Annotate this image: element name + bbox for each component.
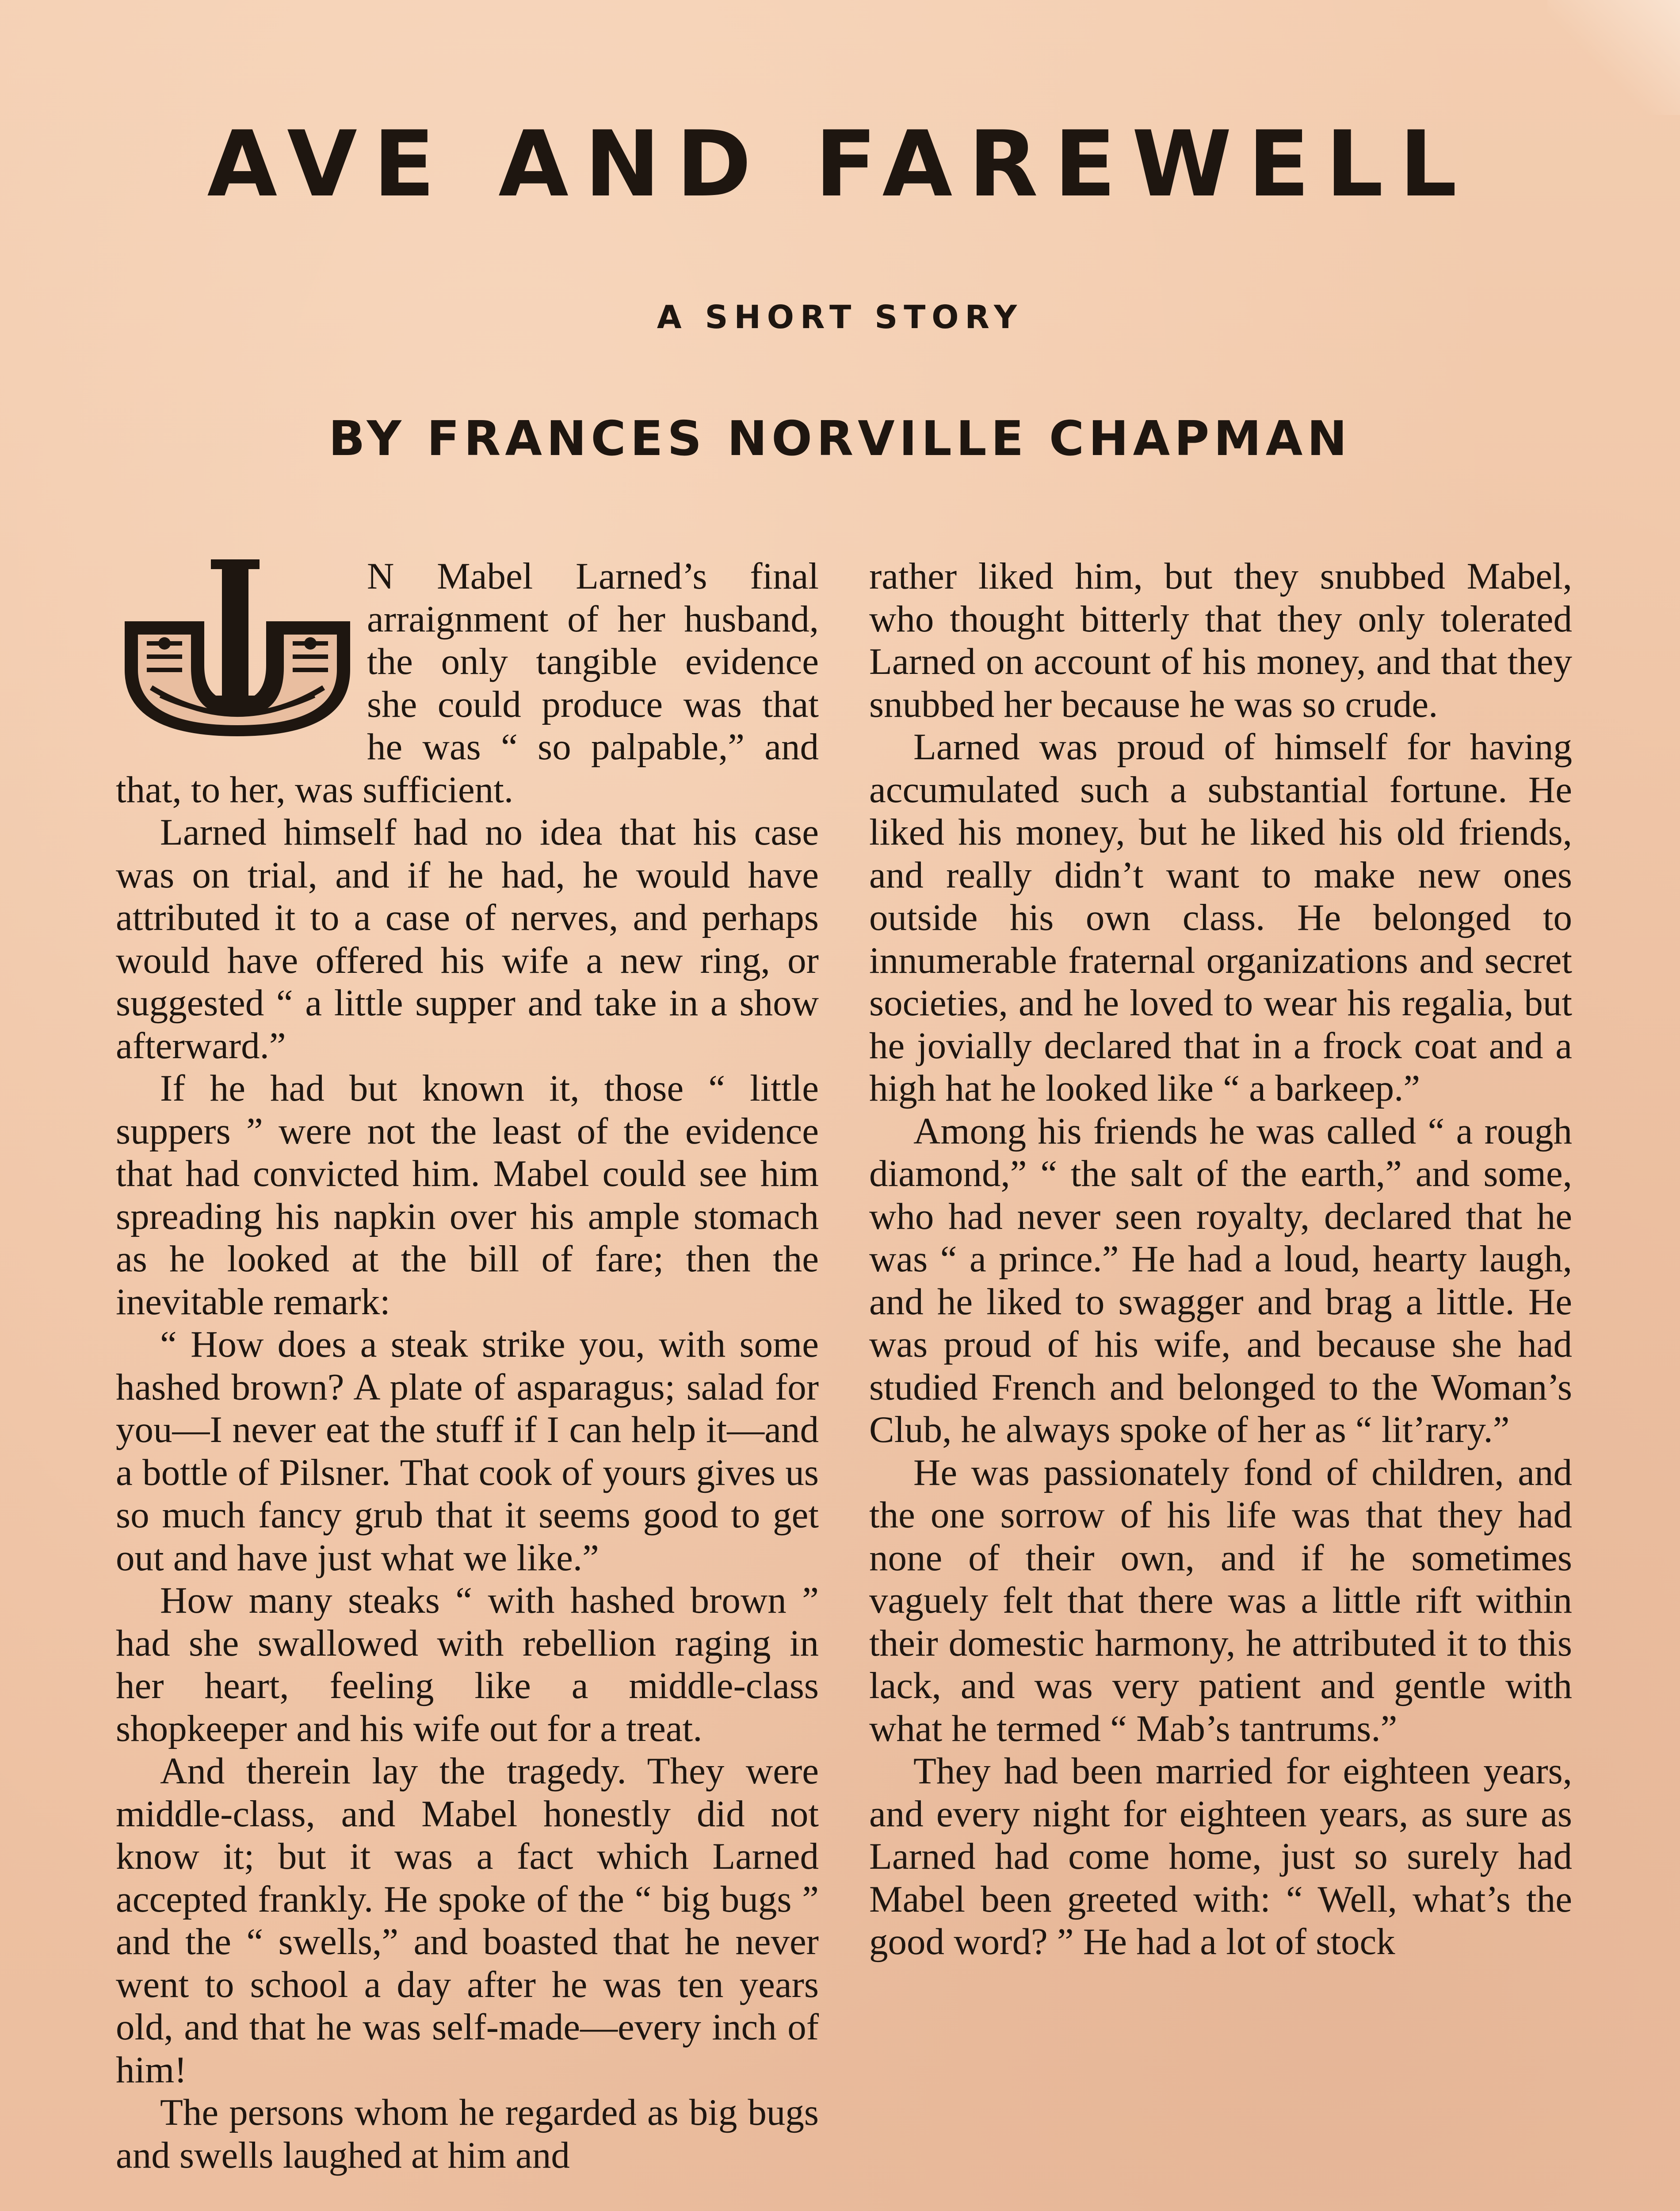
story-subtitle: A SHORT STORY bbox=[657, 298, 1023, 336]
paragraph: He was passionately fond of children, and the one sorrow of his life was that they had none of their own, and if he sometimes vaguely felt that there was a little rift within their domestic harmony, he attributed it to this lack, and was very patient and gentle with what he termed “ Mab’s tantrums.” bbox=[869, 1451, 1572, 1749]
paragraph: How many steaks “ with hashed brown ” had she swallowed with rebellion raging in her heart, feeling like a middle-class shopkeeper and his wife out for a treat. bbox=[116, 1580, 819, 1749]
paragraph: The persons whom he regarded as big bugs and swells laughed at him and bbox=[116, 2092, 819, 2176]
paragraph: Larned himself had no idea that his case was on trial, and if he had, he would have attributed it to a case of nerves, and perhaps would have offered his wife a new ring, or suggested “ a little supper and take in a show afterward.” bbox=[116, 811, 819, 1067]
paragraph: N Mabel Larned’s final arraignment of her husband, the only tangible evidence she could produce was that he was “ so palpable,” and that, to her, was sufficient. bbox=[116, 555, 819, 811]
drop-cap-ornament-icon bbox=[116, 555, 359, 750]
text-column-right bbox=[869, 555, 1572, 1963]
ornamental-drop-cap bbox=[116, 555, 359, 750]
author-byline: BY FRANCES NORVILLE CHAPMAN bbox=[328, 411, 1352, 467]
paragraph: Among his friends he was called “ a rough diamond,” “ the salt of the earth,” and some, who had never seen royalty, declared that he was “ a prince.” He had a loud, hearty laugh, and he liked to swagger and brag a little. He was proud of his wife, and because she had studied French and belonged to the Woman’s Club, he always spoke of her as “ lit’rary.” bbox=[869, 1110, 1572, 1450]
paragraph: And therein lay the tragedy. They were middle-class, and Mabel honestly did not know it; but it was a fact which Larned accepted frankly. He spoke of the “ big bugs ” and the “ swells,” and boasted that he never went to school a day after he was ten years old, and that he was self-made—every inch of him! bbox=[116, 1750, 819, 2091]
paragraph: They had been married for eighteen years, and every night for eighteen years, as sure as Larned had come home, just so surely had Mabel been greeted with: “ Well, what’s the good word? ” He had a lot of stock bbox=[869, 1750, 1572, 1962]
drop-cap-letter: I bbox=[235, 684, 237, 689]
story-title: AVE AND FAREWELL bbox=[207, 112, 1473, 217]
paragraph: rather liked him, but they snubbed Mabel, who thought bitterly that they only tolerated Larned on account of his money, and that they snubbed her because he was so crude. bbox=[869, 555, 1572, 725]
text-column-left bbox=[116, 555, 819, 2177]
page-corner-fold bbox=[1547, 0, 1680, 115]
paragraph: Larned was proud of himself for having accumulated such a substantial fortune. He liked his money, but he liked his old friends, and really didn’t want to make new ones outside his own class. He belonged to innumerable fraternal organizations and secret societies, and he loved to wear his regalia, but he jovially declared that in a frock coat and a high hat he looked like “ a barkeep.” bbox=[869, 726, 1572, 1109]
paragraph: If he had but known it, those “ little suppers ” were not the least of the evidence that had convicted him. Mabel could see him spreading his napkin over his ample stomach as he looked at the bill of fare; then the inevitable remark: bbox=[116, 1067, 819, 1323]
paragraph: “ How does a steak strike you, with some hashed brown? A plate of asparagus; salad for you—I never eat the stuff if I can help it—and a bottle of Pilsner. That cook of yours gives us so much fancy grub that it seems good to get out and have just what we like.” bbox=[116, 1324, 819, 1579]
